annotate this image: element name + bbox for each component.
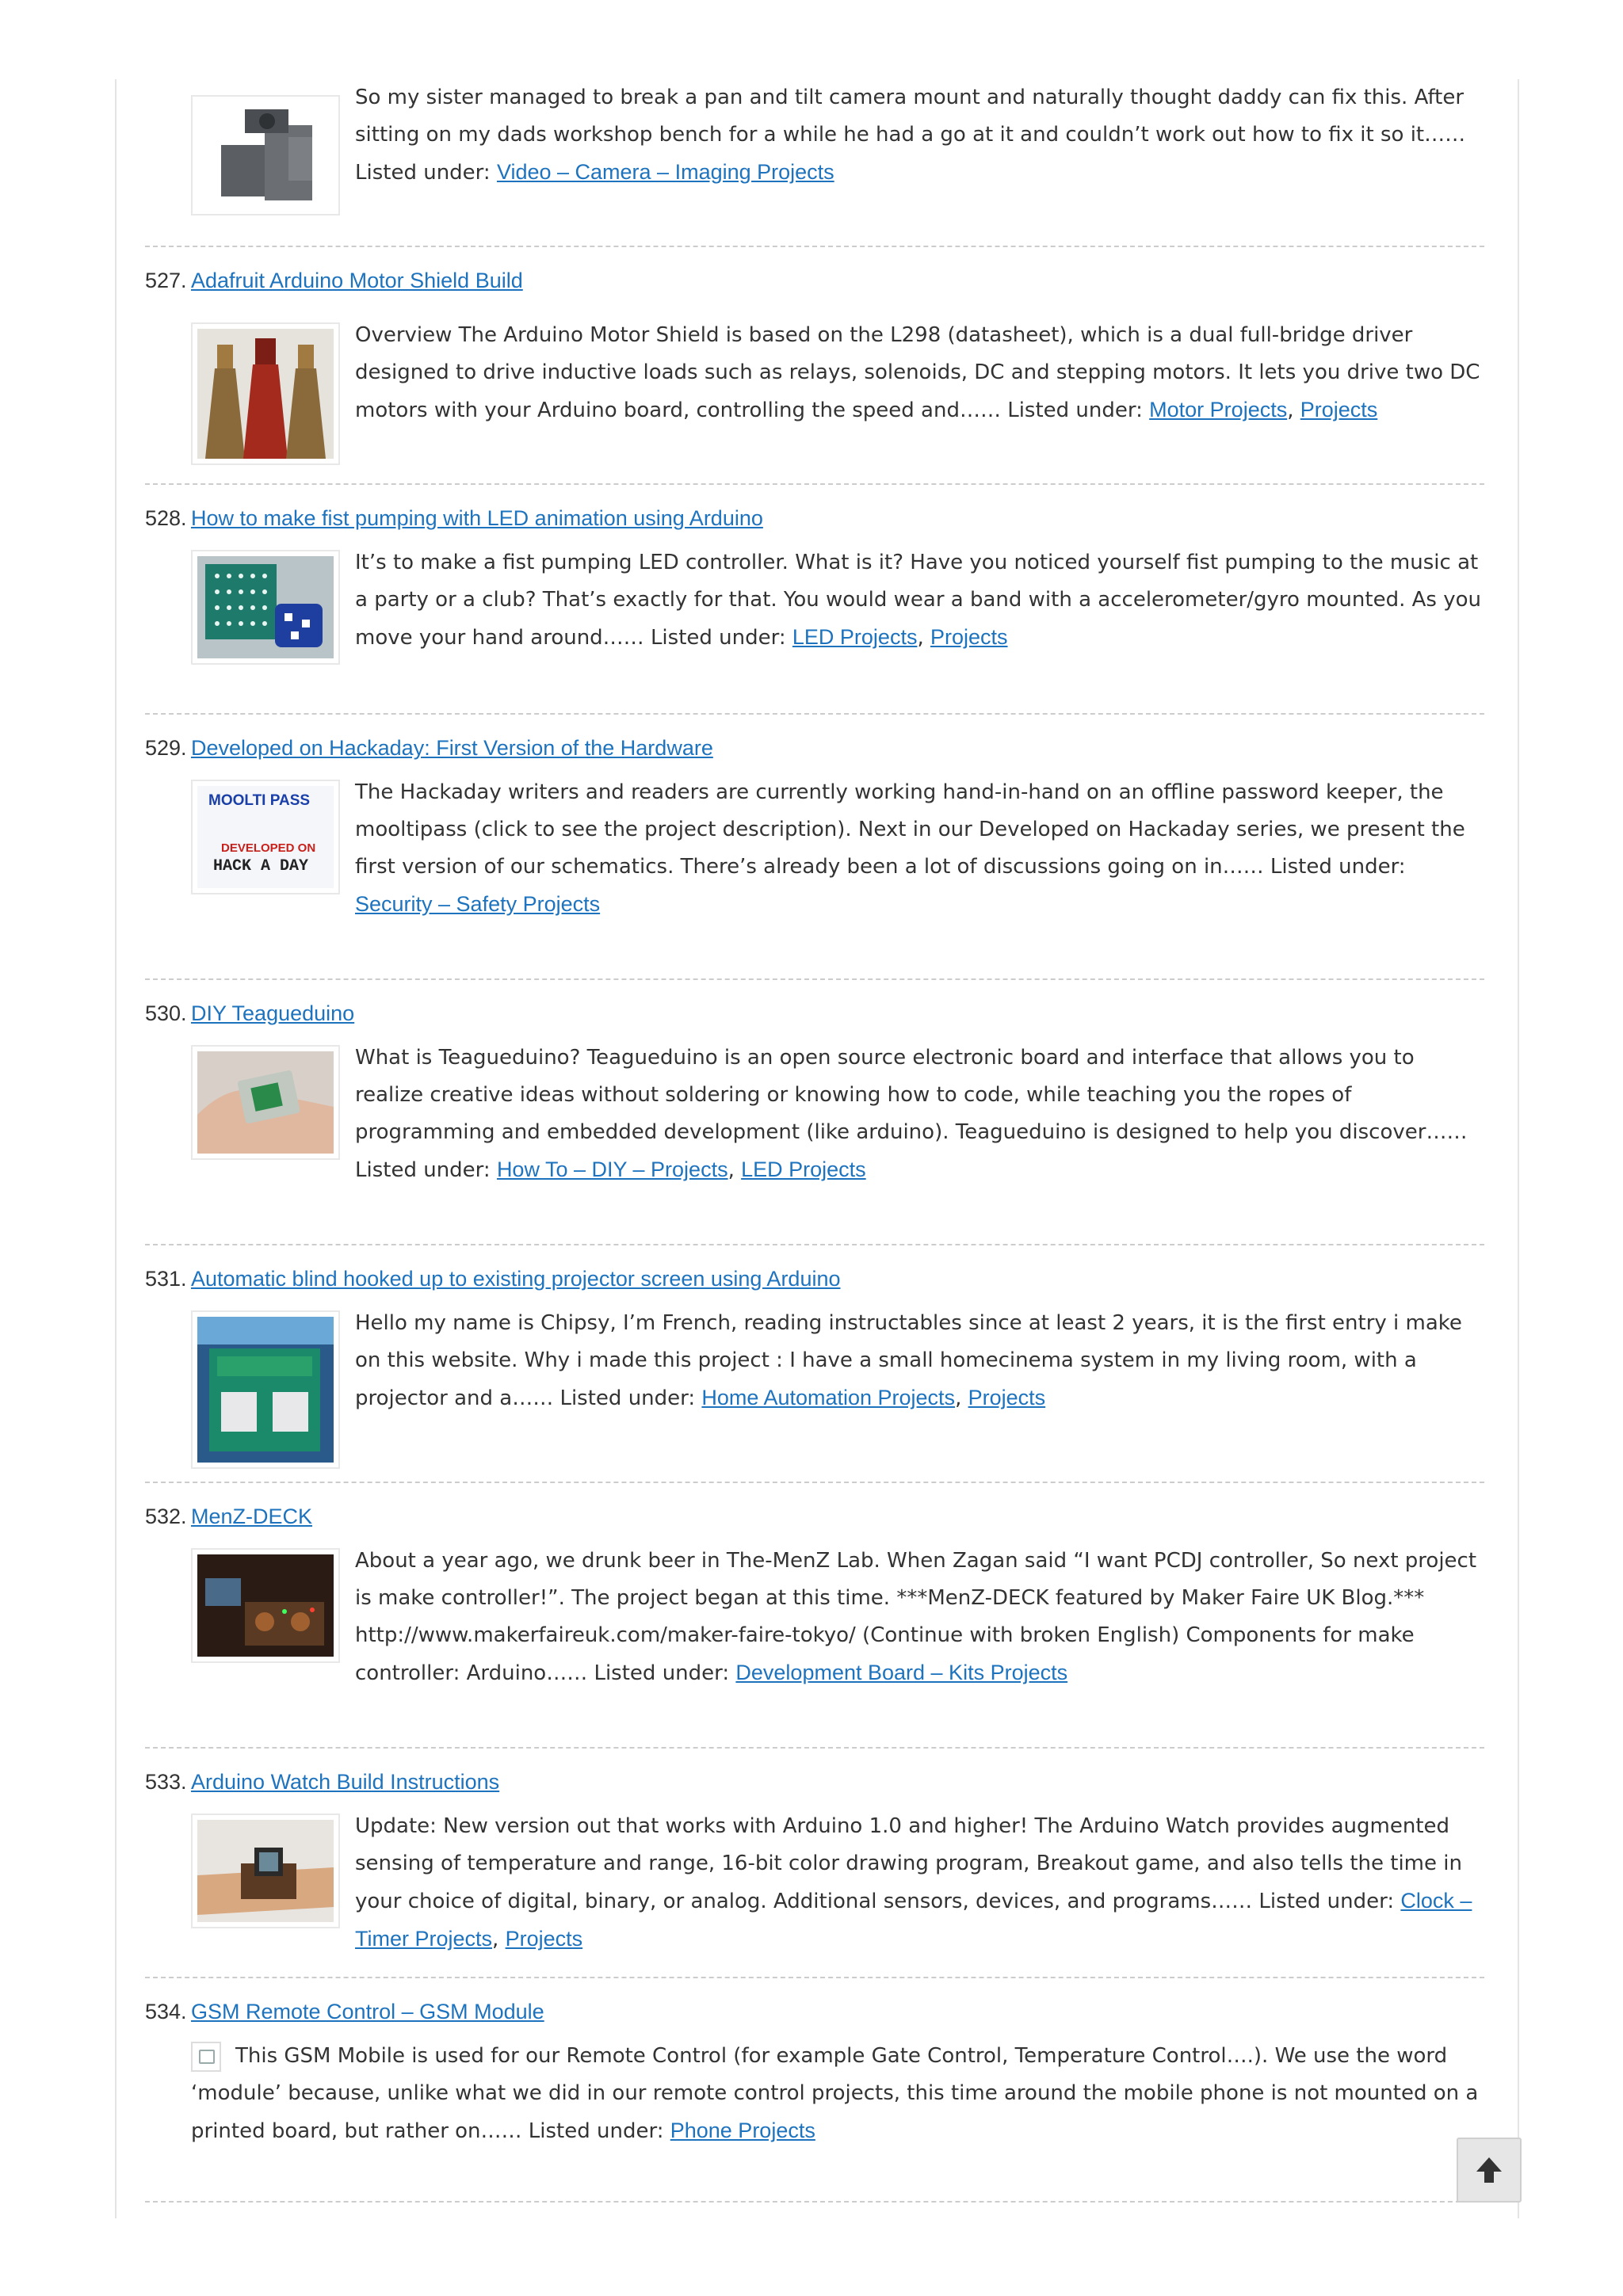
logo-text: HACK A DAY xyxy=(213,857,309,875)
list-item-description: This GSM Mobile is used for our Remote Control (for example Gate Control, Temperature Control….). We use the word ‘module’ because, unlike what we did in our remote control projects, this time around the mobile phone is not mounted on a printed board, but rather on…… Listed under: Phone Projects xyxy=(191,2038,1484,2150)
list-item-description: So my sister managed to break a pan and tilt camera mount and naturally thought daddy can fix this. After sitting on my dads workshop bench for a while he had a go at it and couldn’t work out how to fix it so it…… Listed under: Video – Camera – Imaging Projects xyxy=(355,86,1466,185)
entry-number: 531. xyxy=(145,1267,187,1291)
mooltipass-image[interactable] xyxy=(191,780,340,894)
broken-image-icon xyxy=(191,2042,221,2072)
category-link[interactable]: How To – DIY – Projects xyxy=(496,1158,728,1181)
category-link[interactable]: Security – Safety Projects xyxy=(355,892,601,916)
entry-title-link[interactable]: GSM Remote Control – GSM Module xyxy=(191,2000,544,2023)
category-link[interactable]: Projects xyxy=(968,1386,1046,1409)
entry-title xyxy=(145,732,713,764)
list-item xyxy=(145,978,1484,1244)
entry-title-link[interactable]: Automatic blind hooked up to existing projector screen using Arduino xyxy=(191,1267,841,1291)
entry-title xyxy=(145,1766,499,1798)
relay-board-image[interactable] xyxy=(191,1310,340,1469)
list-item xyxy=(145,1977,1484,2203)
category-link[interactable]: Motor Projects xyxy=(1149,398,1288,421)
entry-title-link[interactable]: Adafruit Arduino Motor Shield Build xyxy=(191,269,523,292)
arrow-up-icon xyxy=(1473,2154,1505,2186)
list-item xyxy=(145,1747,1484,1977)
list-item-description: It’s to make a fist pumping LED controller. What is it? Have you noticed yourself fist pumping to the music at a party or a club? That’s exactly for that. You would wear a band with a accelerometer/gyro mounted. As you move your hand around…… Listed under: LED Projects, Projects xyxy=(355,551,1481,650)
entry-number: 530. xyxy=(145,1001,187,1025)
entry-number: 534. xyxy=(145,2000,187,2023)
list-item-description: Overview The Arduino Motor Shield is based on the L298 (datasheet), which is a dual full-bridge driver designed to drive inductive loads such as relays, solenoids, DC and stepping motors. It lets you drive two DC motors with your Arduino board, controlling the speed and…… Listed under: Motor Projects, Projects xyxy=(355,323,1480,422)
category-link[interactable]: LED Projects xyxy=(792,625,918,649)
list-item-description: Update: New version out that works with Arduino 1.0 and higher! The Arduino Watch provides augmented sensing of temperature and range, 16-bit color drawing program, Breakout game, and also tells the time in your choice of digital, binary, or analog. Additional sensors, devices, and programs…… Listed under: Clock – Timer Projects, Projects xyxy=(355,1814,1472,1951)
board-in-hand-image[interactable] xyxy=(191,1045,340,1160)
entry-title xyxy=(145,997,354,1029)
list-item xyxy=(145,48,1484,246)
entry-number: 528. xyxy=(145,506,187,530)
scroll-to-top-button[interactable] xyxy=(1457,2138,1522,2203)
entry-title-link[interactable]: Arduino Watch Build Instructions xyxy=(191,1770,500,1794)
entry-title-link[interactable]: MenZ-DECK xyxy=(191,1505,313,1528)
entry-number: 529. xyxy=(145,736,187,760)
logo-text: DEVELOPED ON xyxy=(221,841,316,855)
dj-controller-image[interactable] xyxy=(191,1548,340,1663)
list-item xyxy=(145,483,1484,713)
list-item-description: About a year ago, we drunk beer in The-MenZ Lab. When Zagan said “I want PCDJ controller, So next project is make controller!”. The project began at this time. ***MenZ-DECK featured by Maker Faire UK Blog.*** http://www.makerfaireuk.com/maker-faire-tokyo/ (Continue with broken English) Components for make controller: Arduino…… Listed under: Development Board – Kits Projects xyxy=(355,1549,1477,1685)
entry-title-link[interactable]: DIY Teagueduino xyxy=(191,1001,355,1025)
entry-title-link[interactable]: How to make fist pumping with LED animation using Arduino xyxy=(191,506,763,530)
logo-text: MOOLTI PASS xyxy=(208,792,311,809)
category-link[interactable]: Video – Camera – Imaging Projects xyxy=(496,160,834,184)
camera-mount-image[interactable] xyxy=(191,95,340,215)
category-link[interactable]: Projects xyxy=(1300,398,1378,421)
category-link[interactable]: LED Projects xyxy=(741,1158,866,1181)
entry-number: 532. xyxy=(145,1505,187,1528)
entry-title xyxy=(145,1501,312,1532)
category-link[interactable]: Projects xyxy=(930,625,1008,649)
led-matrix-image[interactable] xyxy=(191,550,340,665)
category-link[interactable]: Clock – Timer Projects xyxy=(355,1889,1472,1951)
list-item xyxy=(145,1244,1484,1482)
entry-title xyxy=(145,265,523,296)
category-link[interactable]: Projects xyxy=(505,1927,583,1951)
list-item xyxy=(145,713,1484,978)
category-link[interactable]: Development Board – Kits Projects xyxy=(735,1661,1068,1684)
entry-number: 527. xyxy=(145,269,187,292)
entry-number: 533. xyxy=(145,1770,187,1794)
entry-title xyxy=(145,502,763,534)
entry-title xyxy=(145,1996,544,2027)
wrist-watch-image[interactable] xyxy=(191,1814,340,1928)
category-link[interactable]: Home Automation Projects xyxy=(701,1386,956,1409)
list-item xyxy=(145,246,1484,483)
list-item-description: Hello my name is Chipsy, I’m French, reading instructables since at least 2 years, it is the first entry i make on this website. Why i made this project : I have a small homecinema system in my living room, with a projector and a…… Listed under: Home Automation Projects, Projects xyxy=(355,1311,1462,1410)
list-item-description: What is Teagueduino? Teagueduino is an open source electronic board and interface that allows you to realize creative ideas without soldering or knowing how to code, while teaching you the ropes of programming and embedded development (like arduino). Teagueduino is designed to help you discover…… Listed under: How To – DIY – Projects, LED Projects xyxy=(355,1046,1468,1182)
list-item-description: The Hackaday writers and readers are currently working hand-in-hand on an offline password keeper, the mooltipass (click to see the project description). Next in our Developed on Hackaday series, we present the first version of our schematics. There’s already been a lot of discussions going on in…… Listed under: Security – Safety Projects xyxy=(355,780,1465,916)
daleks-image[interactable] xyxy=(191,322,340,465)
entry-title-link[interactable]: Developed on Hackaday: First Version of the Hardware xyxy=(191,736,713,760)
category-link[interactable]: Phone Projects xyxy=(670,2119,815,2142)
entry-title xyxy=(145,1263,841,1295)
list-item xyxy=(145,1482,1484,1747)
